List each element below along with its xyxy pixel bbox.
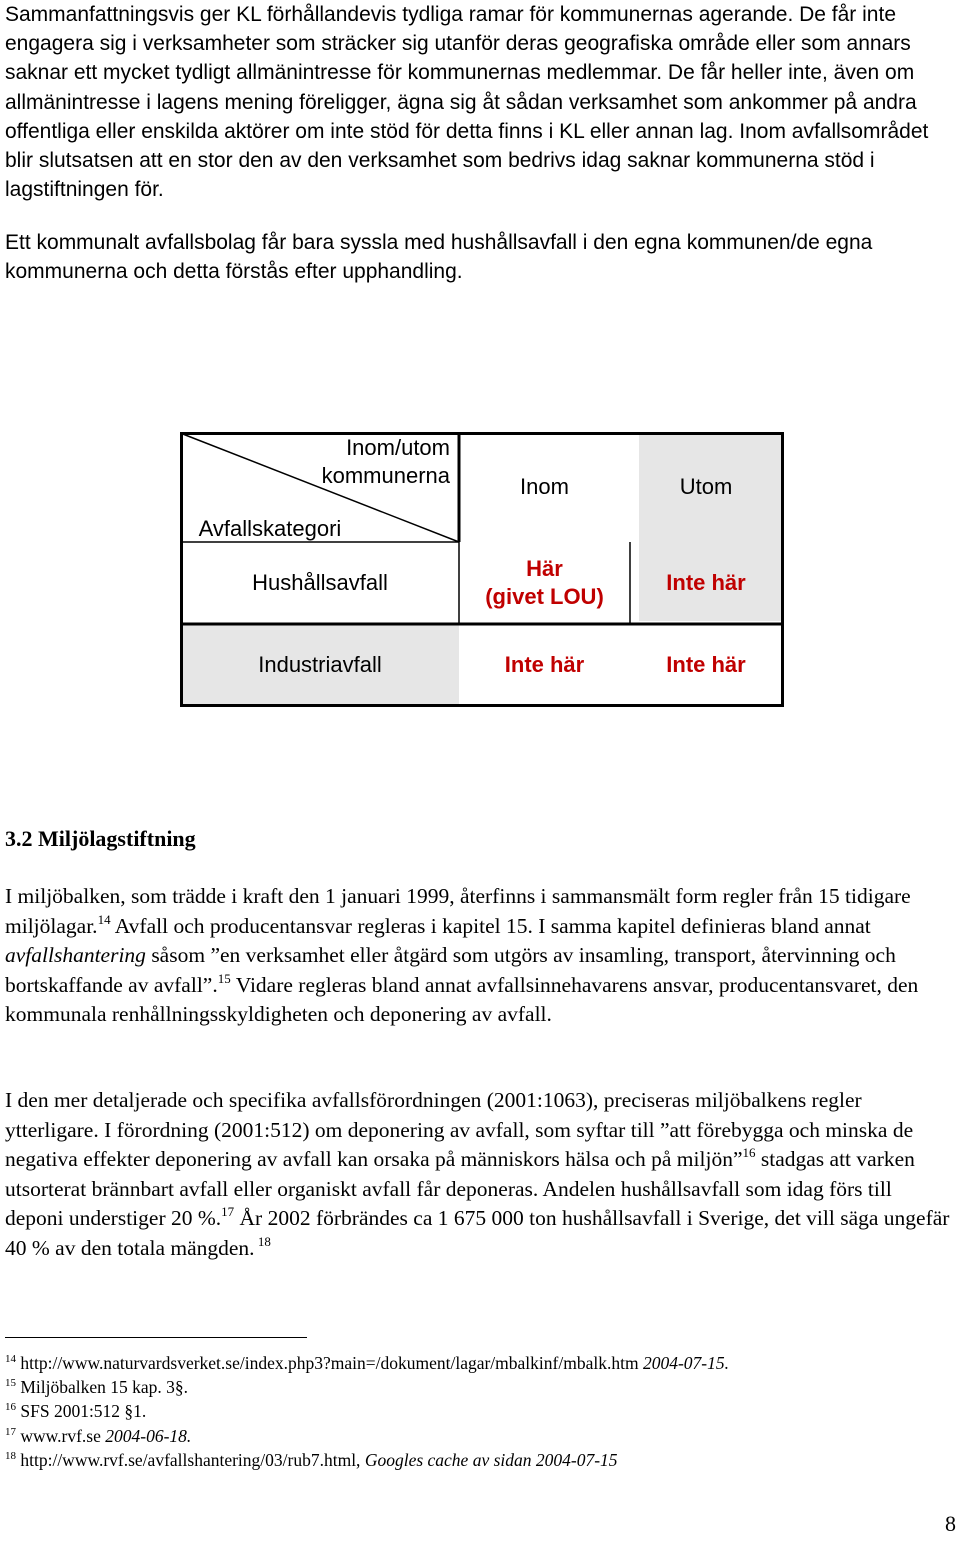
footnote-ref-17: 17 [221, 1204, 235, 1219]
matrix-row1-label: Hushållsavfall [252, 570, 388, 595]
p3-text-2: Avfall och producentansvar regleras i kapitel 15. I samma kapitel definieras bland annat [110, 913, 871, 938]
matrix-row2-label: Industriavfall [258, 652, 382, 677]
footnote-14 [5, 1352, 729, 1374]
row1-inom-line1: Här [526, 556, 563, 581]
footnote-number: 15 [5, 1377, 16, 1389]
footnote-date: 2004-06-18. [105, 1426, 192, 1446]
footnote-text: www.rvf.se [16, 1426, 106, 1446]
footnote-15 [5, 1376, 188, 1398]
footnote-ref-14: 14 [97, 911, 111, 927]
footnote-ref-18: 18 [254, 1233, 271, 1249]
footnote-date: 2004-07-15. [642, 1353, 729, 1373]
p3-text-1: I miljöbalken, som trädde i kraft den 1 januari 1999, återfinns i sammansmält form regler från 15 tidigare miljölagar. [5, 884, 911, 938]
row1-inom-line2: (givet LOU) [485, 584, 604, 609]
matrix-row2-utom: Inte här [666, 652, 746, 677]
intro-paragraph-1: Sammanfattningsvis ger KL förhållandevis tydliga ramar för kommunernas agerande. De får inte engagera sig i verksamheter som sträcker sig utanför deras geografiska område eller som annars saknar ett mycket tydligt allmänintresse för kommunernas medlemmar. De får heller inte, även om allmänintresse i lagens mening föreligger, ägna sig åt sådan verksamhet som ankommer på andra offentliga eller enskilda aktörer om inte stöd för detta finns i KL eller annan lag. Inom avfallsområdet blir slutsatsen att en stor den av den verksamhet som bedrivs idag saknar kommunerna stöd i lagstiftningen för. [5, 3, 929, 202]
p4-text-1: I den mer detaljerade och specifika avfallsförordningen (2001:1063), preciseras miljöbalkens regler ytterligare. I förordning (2001:512) om deponering av avfall, som syftar till ”att förebygga och minska de negativa effekter deponering av avfall kan orsaka på människors hälsa och på miljön” [5, 1088, 914, 1171]
footnote-16 [5, 1400, 146, 1422]
footnote-separator [5, 1337, 307, 1338]
footnote-ref-16: 16 [742, 1145, 756, 1160]
footnote-text: http://www.naturvardsverket.se/index.php3?main=/dokument/lagar/mbalkinf/mbalk.htm [16, 1353, 643, 1373]
p3-text-4: Vidare regleras bland annat avfallsinnehavarens ansvar, producentansvaret, den kommunala renhållningsskyldigheten och deponering av avfall. [5, 972, 919, 1026]
body-paragraph-miljobalken [5, 882, 955, 1030]
footnote-18 [5, 1449, 618, 1471]
waste-matrix-diagram [180, 432, 784, 707]
matrix-corner-top-label [310, 434, 450, 490]
matrix-row1-utom: Inte här [666, 570, 746, 595]
corner-top-line2: kommunerna [321, 463, 450, 488]
footnote-text: http://www.rvf.se/avfallshantering/03/rub7.html, [16, 1450, 365, 1470]
p4-text-2: stadgas att varken utsorterat brännbart avfall eller organiskt avfall får deponeras. Andelen hushållsavfall som idag förs till deponi understiger 20 %. [5, 1147, 915, 1230]
p3-emphasis: avfallshantering [5, 943, 146, 967]
footnote-date: Googles cache av sidan 2004-07-15 [364, 1450, 618, 1470]
p4-text-3: År 2002 förbrändes ca 1 675 000 ton hushållsavfall i Sverige, det vill säga ungefär 40 % av den totala mängden. [5, 1206, 950, 1260]
footnote-number: 16 [5, 1401, 16, 1413]
matrix-col-inom: Inom [520, 474, 569, 499]
footnote-number: 18 [5, 1450, 16, 1462]
footnote-number: 17 [5, 1426, 16, 1438]
footnote-text: SFS 2001:512 §1. [16, 1401, 147, 1421]
section-heading: 3.2 Miljölagstiftning [5, 826, 196, 851]
intro-paragraph-2: Ett kommunalt avfallsbolag får bara syssla med hushållsavfall i den egna kommunen/de egna kommunerna och detta förstås efter upphandling. [5, 231, 873, 284]
footnote-17 [5, 1425, 191, 1447]
matrix-row2-inom: Inte här [504, 652, 585, 677]
footnote-text: Miljöbalken 15 kap. 3§. [16, 1377, 189, 1397]
matrix-corner-bottom-label: Avfallskategori [198, 516, 342, 541]
matrix-row1-inom [459, 542, 630, 624]
footnote-ref-15: 15 [217, 970, 231, 986]
matrix-col-utom: Utom [679, 474, 733, 499]
footnote-number: 14 [5, 1353, 16, 1365]
corner-top-line1: Inom/utom [346, 435, 450, 460]
p3-text-3: såsom ”en verksamhet eller åtgärd som utgörs av insamling, transport, återvinning och bortskaffande av avfall”. [5, 943, 896, 997]
body-paragraph-forordning [5, 1086, 955, 1263]
page-number: 8 [945, 1511, 956, 1536]
